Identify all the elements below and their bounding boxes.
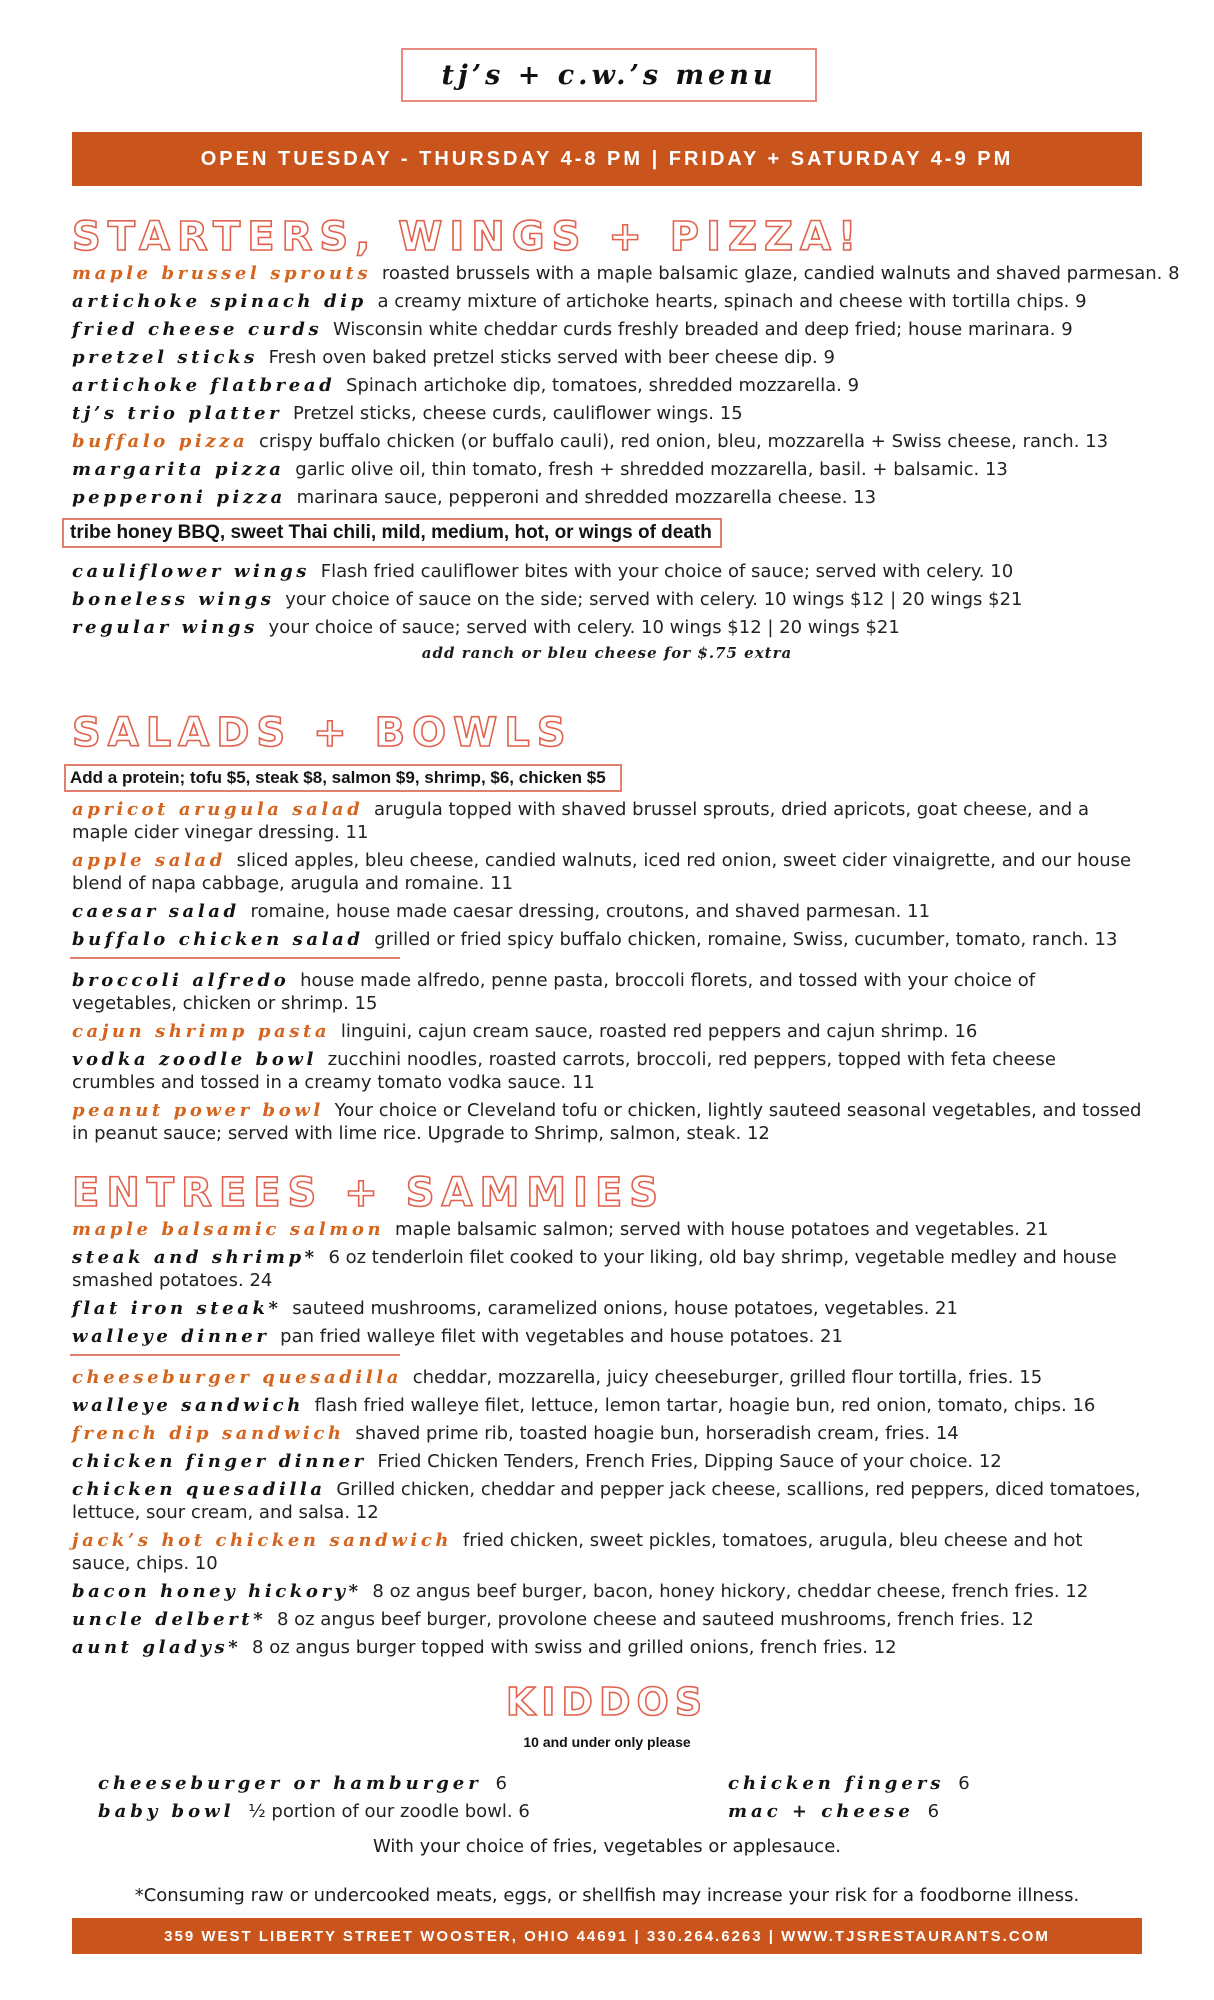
menu-item-description: crispy buffalo chicken (or buffalo cauli), red onion, bleu, mozzarella + Swiss cheese, ranch. 13	[259, 431, 1109, 452]
menu-item	[72, 1218, 1142, 1241]
menu-item	[728, 1800, 970, 1823]
menu-item	[72, 262, 1180, 285]
menu-item-description: linguini, cajun cream sauce, roasted red peppers and cajun shrimp. 16	[340, 1021, 978, 1042]
add-protein-box: Add a protein; tofu $5, steak $8, salmon $9, shrimp, $6, chicken $5	[64, 764, 622, 792]
menu-item-description: 8 oz angus beef burger, bacon, honey hickory, cheddar cheese, french fries. 12	[372, 1581, 1089, 1602]
menu-item-description: Your choice or Cleveland tofu or chicken, lightly sauteed seasonal vegetables, and tossed in peanut sauce; served with lime rice. Upgrade to Shrimp, salmon, steak. 12	[72, 1100, 1142, 1144]
entrees-list	[72, 1218, 1142, 1348]
menu-item	[72, 1580, 1142, 1603]
menu-item-name: cheeseburger quesadilla	[72, 1367, 402, 1388]
section-heading-kiddos: KIDDOS	[505, 1680, 709, 1724]
starters-section	[70, 262, 1180, 662]
menu-item-description: zucchini noodles, roasted carrots, broccoli, red peppers, topped with feta cheese crumbles and tossed in a creamy tomato vodka sauce. 11	[72, 1049, 1056, 1093]
menu-item	[72, 560, 1142, 583]
ranch-extra-note: add ranch or bleu cheese for $.75 extra	[421, 644, 793, 662]
menu-item-description: flash fried walleye filet, lettuce, lemon tartar, hoagie bun, red onion, tomato, chips. 16	[314, 1395, 1096, 1416]
menu-item-description: Fried Chicken Tenders, French Fries, Dipping Sauce of your choice. 12	[377, 1451, 1002, 1472]
menu-item	[72, 588, 1142, 611]
menu-item	[728, 1772, 970, 1795]
menu-item	[72, 798, 1142, 844]
menu-item	[72, 486, 1142, 509]
menu-item-description: Pretzel sticks, cheese curds, cauliflower wings. 15	[293, 403, 743, 424]
section-divider	[70, 1354, 400, 1356]
menu-item	[72, 1366, 1142, 1389]
menu-title: tj’s + c.w.’s menu	[401, 48, 817, 102]
menu-item-name: apple salad	[72, 850, 226, 871]
menu-item-description: ½ portion of our zoodle bowl. 6	[248, 1801, 530, 1822]
menu-item-description: cheddar, mozzarella, juicy cheeseburger, grilled flour tortilla, fries. 15	[412, 1367, 1043, 1388]
menu-item	[72, 1048, 1142, 1094]
menu-item	[72, 969, 1142, 1015]
menu-item-description: house made alfredo, penne pasta, broccoli florets, and tossed with your choice of vegetables, chicken or shrimp. 15	[72, 970, 1036, 1014]
menu-item	[72, 616, 1142, 639]
hours-banner: OPEN TUESDAY - THURSDAY 4-8 PM | FRIDAY + SATURDAY 4-9 PM	[72, 132, 1142, 186]
menu-item	[72, 458, 1142, 481]
menu-item	[72, 928, 1142, 951]
menu-item-name: buffalo chicken salad	[72, 929, 364, 950]
menu-item	[72, 1608, 1142, 1631]
menu-item-description: Spinach artichoke dip, tomatoes, shredded mozzarella. 9	[346, 375, 860, 396]
menu-item-name: cheeseburger or hamburger	[98, 1773, 482, 1794]
section-divider	[70, 957, 400, 959]
wing-sauces-box: tribe honey BBQ, sweet Thai chili, mild, medium, hot, or wings of death	[62, 518, 722, 548]
menu-item-name: cajun shrimp pasta	[72, 1021, 331, 1042]
menu-item	[72, 318, 1142, 341]
salads-section	[72, 764, 1142, 1150]
bowls-list	[72, 969, 1142, 1145]
menu-item-name: maple brussel sprouts	[72, 263, 372, 284]
kiddos-age-note: 10 and under only please	[523, 1734, 691, 1750]
menu-item-description: fried chicken, sweet pickles, tomatoes, arugula, bleu cheese and hot sauce, chips. 10	[72, 1530, 1083, 1574]
kiddos-sides-note: With your choice of fries, vegetables or applesauce.	[372, 1836, 842, 1857]
menu-item-description: garlic olive oil, thin tomato, fresh + shredded mozzarella, basil. + balsamic. 13	[295, 459, 1008, 480]
menu-item-name: french dip sandwich	[72, 1423, 345, 1444]
menu-item-description: Wisconsin white cheddar curds freshly breaded and deep fried; house marinara. 9	[332, 319, 1073, 340]
menu-item-description: grilled or fried spicy buffalo chicken, romaine, Swiss, cucumber, tomato, ranch. 13	[374, 929, 1118, 950]
menu-item-name: boneless wings	[72, 589, 275, 610]
menu-item-description: your choice of sauce; served with celery. 10 wings $12 | 20 wings $21	[268, 617, 900, 638]
menu-item	[72, 290, 1142, 313]
menu-item	[72, 1297, 1142, 1320]
menu-item	[72, 1529, 1142, 1575]
menu-item	[72, 1394, 1142, 1417]
menu-item-name: margarita pizza	[72, 459, 285, 480]
menu-item-name: bacon honey hickory*	[72, 1581, 362, 1602]
menu-item-description: sauteed mushrooms, caramelized onions, house potatoes, vegetables. 21	[292, 1298, 958, 1319]
entrees-section	[72, 1218, 1142, 1664]
starters-list	[72, 262, 1180, 509]
menu-item-description: pan fried walleye filet with vegetables and house potatoes. 21	[280, 1326, 843, 1347]
salads-list	[72, 798, 1142, 951]
wings-list	[72, 560, 1142, 639]
menu-item-description: maple balsamic salmon; served with house potatoes and vegetables. 21	[394, 1219, 1049, 1240]
menu-item-name: chicken quesadilla	[72, 1479, 326, 1500]
menu-item-name: chicken fingers	[728, 1773, 945, 1794]
menu-item-description: 6	[927, 1801, 940, 1822]
menu-item-name: chicken finger dinner	[72, 1451, 367, 1472]
menu-item-name: aunt gladys*	[72, 1637, 242, 1658]
menu-item	[72, 346, 1142, 369]
menu-item-description: Grilled chicken, cheddar and pepper jack cheese, scallions, red peppers, diced tomatoes, lettuce, sour cream, and salsa. 12	[72, 1479, 1141, 1523]
menu-item-name: apricot arugula salad	[72, 799, 364, 820]
menu-item	[72, 402, 1142, 425]
menu-item-description: romaine, house made caesar dressing, croutons, and shaved parmesan. 11	[250, 901, 931, 922]
menu-item	[98, 1800, 530, 1823]
menu-item	[72, 1099, 1142, 1145]
menu-item-description: 6	[495, 1773, 507, 1794]
menu-item-name: flat iron steak*	[72, 1298, 282, 1319]
menu-item-name: vodka zoodle bowl	[72, 1049, 317, 1070]
menu-item	[72, 1246, 1142, 1292]
menu-item-name: regular wings	[72, 617, 258, 638]
menu-item-description: sliced apples, bleu cheese, candied walnuts, iced red onion, sweet cider vinaigrette, and our house blend of napa cabbage, arugula and romaine. 11	[72, 850, 1132, 894]
menu-item-description: 6	[958, 1773, 970, 1794]
footer-contact-bar: 359 WEST LIBERTY STREET WOOSTER, OHIO 44691 | 330.264.6263 | WWW.TJSRESTAURANTS.COM	[72, 1918, 1142, 1954]
menu-item-name: uncle delbert*	[72, 1609, 267, 1630]
menu-item	[72, 1636, 1142, 1659]
menu-item-name: steak and shrimp*	[72, 1247, 318, 1268]
raw-food-disclaimer: *Consuming raw or undercooked meats, eggs, or shellfish may increase your risk for a foodborne illness.	[134, 1885, 1080, 1906]
menu-item	[72, 430, 1142, 453]
menu-item-name: maple balsamic salmon	[72, 1219, 385, 1240]
menu-item	[98, 1772, 530, 1795]
menu-item-name: pretzel sticks	[72, 347, 258, 368]
menu-item-name: tj’s trio platter	[72, 403, 283, 424]
menu-item-description: 8 oz angus beef burger, provolone cheese and sauteed mushrooms, french fries. 12	[276, 1609, 1034, 1630]
menu-item	[72, 1422, 1142, 1445]
menu-item-description: marinara sauce, pepperoni and shredded mozzarella cheese. 13	[296, 487, 877, 508]
menu-item-name: caesar salad	[72, 901, 240, 922]
menu-item-name: broccoli alfredo	[72, 970, 290, 991]
menu-item	[72, 1020, 1142, 1043]
menu-item	[72, 1478, 1142, 1524]
menu-item	[72, 849, 1142, 895]
menu-item-description: roasted brussels with a maple balsamic glaze, candied walnuts and shaved parmesan. 8	[381, 263, 1180, 284]
menu-item-name: walleye sandwich	[72, 1395, 304, 1416]
menu-item-name: artichoke flatbread	[72, 375, 336, 396]
menu-item	[72, 374, 1142, 397]
menu-item-name: fried cheese curds	[72, 319, 323, 340]
menu-item-description: 6 oz tenderloin filet cooked to your liking, old bay shrimp, vegetable medley and house smashed potatoes. 24	[72, 1247, 1117, 1291]
section-heading-starters: STARTERS, WINGS + PIZZA!	[72, 214, 864, 260]
menu-item-name: baby bowl	[98, 1801, 235, 1822]
menu-item-description: shaved prime rib, toasted hoagie bun, horseradish cream, fries. 14	[355, 1423, 959, 1444]
section-heading-entrees: ENTREES + SAMMIES	[72, 1170, 666, 1216]
menu-item-description: your choice of sauce on the side; served with celery. 10 wings $12 | 20 wings $21	[285, 589, 1023, 610]
menu-item-name: artichoke spinach dip	[72, 291, 367, 312]
menu-item-name: peanut power bowl	[72, 1100, 324, 1121]
section-heading-salads: SALADS + BOWLS	[72, 710, 573, 756]
menu-item	[72, 900, 1142, 923]
menu-item-description: a creamy mixture of artichoke hearts, spinach and cheese with tortilla chips. 9	[377, 291, 1087, 312]
kiddos-left-column	[98, 1772, 530, 1828]
kiddos-right-column	[728, 1772, 970, 1828]
menu-item-description: 8 oz angus burger topped with swiss and grilled onions, french fries. 12	[252, 1637, 897, 1658]
menu-item-description: arugula topped with shaved brussel sprouts, dried apricots, goat cheese, and a maple cider vinegar dressing. 11	[72, 799, 1089, 843]
menu-item-name: walleye dinner	[72, 1326, 270, 1347]
menu-item-name: buffalo pizza	[72, 431, 249, 452]
menu-item-name: jack’s hot chicken sandwich	[72, 1530, 453, 1551]
sammies-list	[72, 1366, 1142, 1659]
menu-item	[72, 1450, 1142, 1473]
menu-item-name: pepperoni pizza	[72, 487, 286, 508]
menu-item-description: Fresh oven baked pretzel sticks served with beer cheese dip. 9	[268, 347, 835, 368]
menu-item-name: mac + cheese	[728, 1801, 914, 1822]
menu-item-name: cauliflower wings	[72, 561, 311, 582]
menu-item-description: Flash fried cauliflower bites with your choice of sauce; served with celery. 10	[320, 561, 1014, 582]
menu-item	[72, 1325, 1142, 1348]
